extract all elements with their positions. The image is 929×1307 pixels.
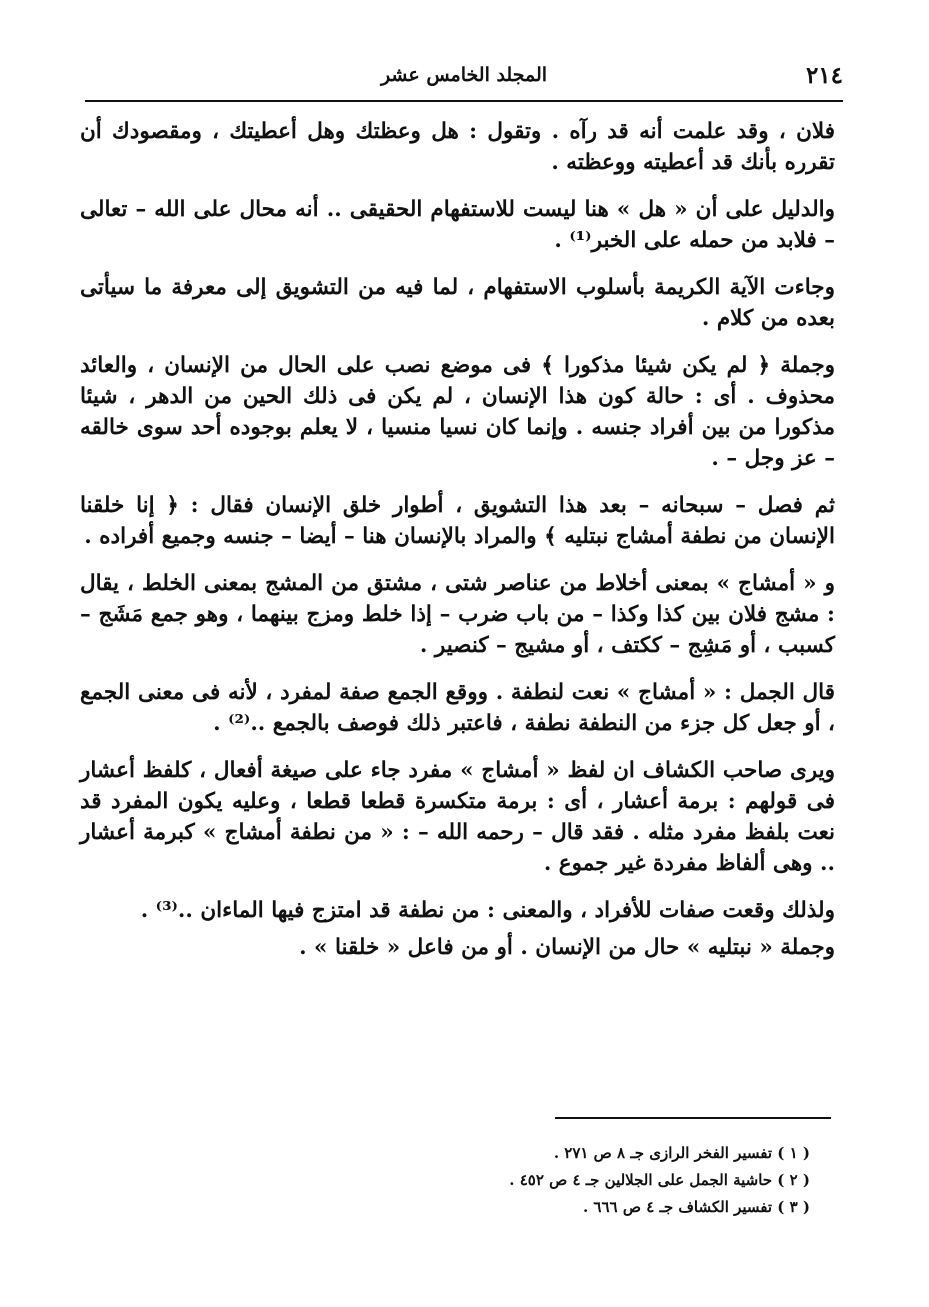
paragraph: ويرى صاحب الكشاف ان لفظ « أمشاج » مفرد جاء على صيغة أفعال ، كلفظ أعشار فى قولهم : برمة أعشار ، أى : برمة متكسرة قطعا قطعا ، وعليه يكون المفرد قد نعت بلفظ مفرد مثله . فقد قال – رحمه الله – : « من نطفة أمشاج » كبرمة أعشار .. وهى ألفاظ مفردة غير جموع .: [80, 758, 835, 876]
paragraph: وجاءت الآية الكريمة بأسلوب الاستفهام ، لما فيه من التشويق إلى معرفة ما سيأتى بعده من كلام .: [80, 275, 835, 331]
running-title: المجلد الخامس عشر: [380, 64, 548, 86]
page-number: ٢١٤: [805, 62, 843, 89]
paragraph: ولذلك وقعت صفات للأفراد ، والمعنى : من نطفة قد امتزج فيها الماءان ..⁽³⁾ .: [140, 898, 835, 923]
footnote: ( ٣ ) تفسير الكشاف جـ ٤ ص ٦٦٦ .: [582, 1198, 810, 1216]
header-rule: [85, 100, 843, 102]
paragraph: وجملة « نبتليه » حال من الإنسان . أو من فاعل « خلقنا » .: [299, 935, 835, 960]
footnote-rule: [555, 1117, 831, 1119]
paragraph: ثم فصل – سبحانه – بعد هذا التشويق ، أطوار خلق الإنسان فقال : ﴿ إنا خلقنا الإنسان من نطفة أمشاج نبتليه ﴾ والمراد بالإنسان هنا – أيضا – جنسه وجميع أفراده .: [80, 493, 835, 549]
paragraph: فلان ، وقد علمت أنه قد رآه . وتقول : هل وعظتك وهل أعطيتك ، ومقصودك أن تقرره بأنك قد أعطيته ووعظته .: [80, 119, 835, 175]
footnote: ( ٢ ) حاشية الجمل على الجلالين جـ ٤ ص ٤٥٢ .: [509, 1171, 810, 1189]
paragraph: وجملة ﴿ لم يكن شيئا مذكورا ﴾ فى موضع نصب على الحال من الإنسان ، والعائد محذوف . أى : حالة كون هذا الإنسان ، لم يكن فى ذلك الحين من الدهر ، شيئا مذكورا من بين أفراد جنسه . وإنما كان نسيا منسيا ، لا يعلم بوجوده أحد سوى خالقه – عز وجل – .: [80, 353, 835, 471]
paragraph: والدليل على أن « هل » هنا ليست للاستفهام الحقيقى .. أنه محال على الله – تعالى – فلابد من حمله على الخبر⁽¹⁾ .: [80, 197, 835, 253]
body-text: [80, 116, 835, 979]
footnotes: [420, 1140, 810, 1221]
page-header: [85, 62, 843, 96]
footnote: ( ١ ) تفسير الفخر الرازى جـ ٨ ص ٢٧١ .: [553, 1144, 810, 1162]
paragraph: قال الجمل : « أمشاج » نعت لنطفة . ووقع الجمع صفة لمفرد ، لأنه فى معنى الجمع ، أو جعل كل جزء من النطفة نطفة ، فاعتبر ذلك فوصف بالجمع ..⁽²⁾ .: [80, 680, 835, 736]
paragraph: و « أمشاج » بمعنى أخلاط من عناصر شتى ، مشتق من المشج بمعنى الخلط ، يقال : مشج فلان بين كذا وكذا – من باب ضرب – إذا خلط ومزج بينهما ، وهو جمع مَشَج – كسبب ، أو مَشِج – ككتف ، أو مشيج – كنصير .: [80, 571, 835, 658]
